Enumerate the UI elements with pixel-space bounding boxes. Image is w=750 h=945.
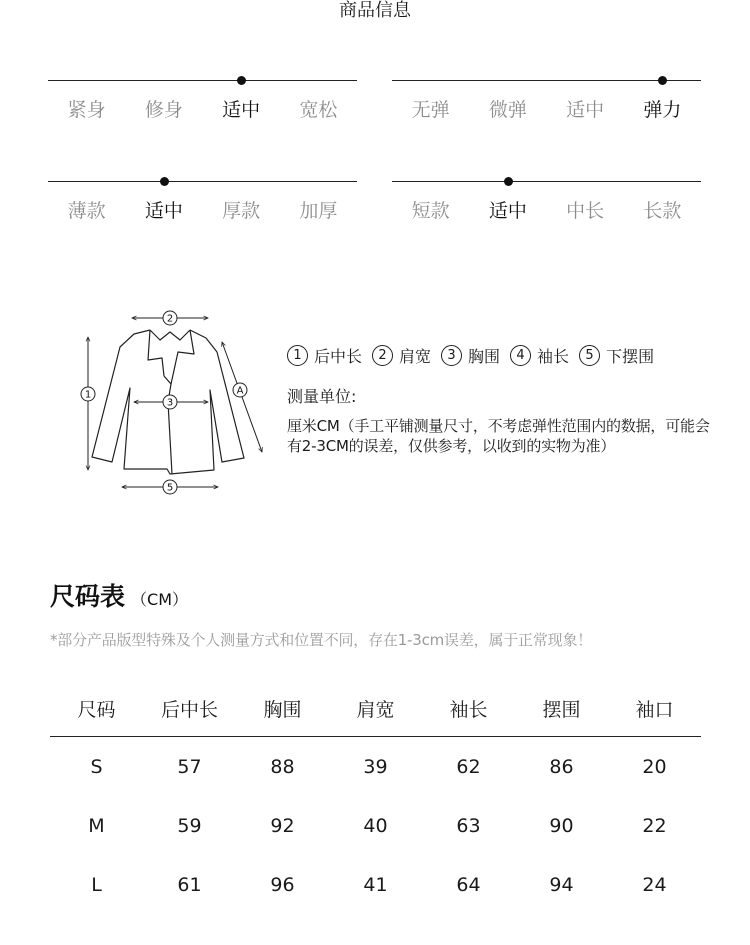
thickness-selected-dot bbox=[160, 177, 169, 186]
table-cell: 22 bbox=[642, 814, 667, 837]
table-cell: 61 bbox=[177, 873, 202, 896]
thickness-option: 厚款 bbox=[222, 200, 261, 222]
diagram-marker-5: 5 bbox=[166, 482, 174, 494]
thickness-option: 适中 bbox=[144, 200, 183, 222]
thickness-option: 薄款 bbox=[67, 200, 106, 222]
elasticity-selected-dot bbox=[658, 76, 667, 85]
legend-label: 下摆围 bbox=[606, 346, 655, 366]
table-cell: L bbox=[91, 873, 102, 896]
legend-label: 胸围 bbox=[468, 346, 501, 366]
jacket-outline-icon bbox=[72, 302, 272, 502]
unit-title: 测量单位: bbox=[287, 387, 357, 406]
table-cell: 57 bbox=[177, 755, 202, 778]
fit-scale-line bbox=[48, 80, 357, 81]
length-option: 中长 bbox=[566, 200, 605, 222]
header-hem: 摆围 bbox=[515, 680, 608, 737]
fit-scale bbox=[48, 80, 357, 140]
table-row bbox=[50, 796, 701, 855]
length-option: 适中 bbox=[488, 200, 527, 222]
table-cell: S bbox=[90, 755, 103, 778]
table-row bbox=[50, 737, 701, 797]
unit-description: 厘米CM（手工平铺测量尺寸，不考虑弹性范围内的数据，可能会有2-3CM的误差，仅供参考，以收到的实物为准） bbox=[287, 417, 710, 455]
table-cell: 24 bbox=[642, 873, 667, 896]
fit-selected-dot bbox=[237, 76, 246, 85]
legend-item-shoulder bbox=[372, 344, 431, 367]
size-table-header-row bbox=[50, 680, 701, 737]
table-cell: 20 bbox=[642, 755, 667, 778]
elasticity-option: 无弹 bbox=[411, 99, 450, 121]
size-chart-note: *部分产品版型特殊及个人测量方式和位置不同，存在1-3cm误差，属于正常现象！ bbox=[50, 631, 593, 649]
diagram-marker-4: A bbox=[236, 385, 244, 397]
legend-number: 3 bbox=[441, 345, 462, 366]
thickness-option: 加厚 bbox=[299, 200, 338, 222]
size-chart-title-text: 尺码表 bbox=[50, 582, 126, 611]
table-cell: M bbox=[88, 814, 105, 837]
diagram-marker-2: 2 bbox=[166, 313, 174, 325]
thickness-scale bbox=[48, 181, 357, 241]
elasticity-option: 弹力 bbox=[643, 99, 682, 121]
length-option: 长款 bbox=[643, 200, 682, 222]
table-cell: 96 bbox=[270, 873, 295, 896]
size-chart-title bbox=[50, 580, 188, 617]
table-cell: 40 bbox=[363, 814, 388, 837]
elasticity-scale-line bbox=[392, 80, 701, 81]
table-cell: 59 bbox=[177, 814, 202, 837]
header-back-length: 后中长 bbox=[143, 680, 236, 737]
size-chart-unit: （CM） bbox=[131, 590, 188, 609]
legend-label: 后中长 bbox=[314, 346, 363, 366]
header-size: 尺码 bbox=[50, 680, 143, 737]
table-cell: 86 bbox=[549, 755, 574, 778]
section-title: 商品信息 bbox=[339, 0, 411, 21]
legend-number: 1 bbox=[287, 345, 308, 366]
diagram-marker-1: 1 bbox=[84, 389, 92, 401]
table-cell: 41 bbox=[363, 873, 388, 896]
length-scale-line bbox=[392, 181, 701, 182]
header-shoulder: 肩宽 bbox=[329, 680, 422, 737]
table-cell: 64 bbox=[456, 873, 481, 896]
fit-option: 适中 bbox=[222, 99, 261, 121]
legend-label: 袖长 bbox=[537, 346, 570, 366]
table-row bbox=[50, 855, 701, 914]
table-cell: 88 bbox=[270, 755, 295, 778]
legend-number: 4 bbox=[510, 345, 531, 366]
table-cell: 63 bbox=[456, 814, 481, 837]
table-cell: 62 bbox=[456, 755, 481, 778]
garment-measurement-diagram bbox=[72, 302, 272, 502]
length-option: 短款 bbox=[411, 200, 450, 222]
legend-item-chest bbox=[441, 344, 500, 367]
diagram-marker-3: 3 bbox=[166, 397, 174, 409]
legend-label: 肩宽 bbox=[399, 346, 432, 366]
table-cell: 90 bbox=[549, 814, 574, 837]
thickness-scale-line bbox=[48, 181, 357, 182]
elasticity-scale bbox=[392, 80, 701, 140]
elasticity-option: 微弹 bbox=[488, 99, 527, 121]
table-cell: 94 bbox=[549, 873, 574, 896]
fit-option: 宽松 bbox=[299, 99, 338, 121]
legend-item-back-length bbox=[287, 344, 362, 367]
fit-option: 紧身 bbox=[67, 99, 106, 121]
header-sleeve: 袖长 bbox=[422, 680, 515, 737]
legend-number: 5 bbox=[579, 345, 600, 366]
table-cell: 92 bbox=[270, 814, 295, 837]
legend-item-hem bbox=[579, 344, 654, 367]
header-chest: 胸围 bbox=[236, 680, 329, 737]
size-table bbox=[50, 680, 701, 914]
legend-item-sleeve bbox=[510, 344, 569, 367]
length-scale bbox=[392, 181, 701, 241]
length-selected-dot bbox=[504, 177, 513, 186]
table-cell: 39 bbox=[363, 755, 388, 778]
header-cuff: 袖口 bbox=[608, 680, 701, 737]
fit-option: 修身 bbox=[144, 99, 183, 121]
legend-number: 2 bbox=[372, 345, 393, 366]
measurement-legend bbox=[287, 342, 664, 368]
elasticity-option: 适中 bbox=[566, 99, 605, 121]
